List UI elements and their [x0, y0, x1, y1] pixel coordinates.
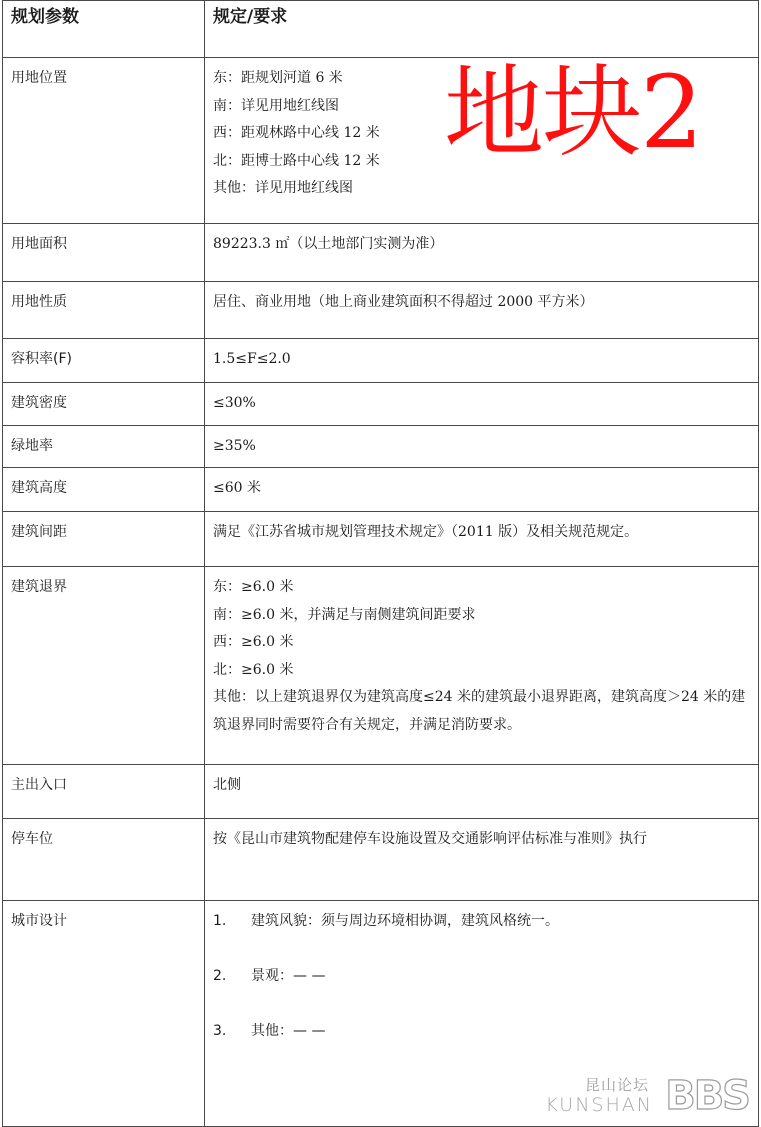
- value-line: 满足《江苏省城市规划管理技术规定》（2011 版）及相关规范规定。: [213, 524, 639, 540]
- plot-number-label: 地块2: [444, 54, 702, 171]
- row-value: [205, 282, 759, 339]
- row-value: [205, 819, 759, 901]
- header-requirement: 规定/要求: [205, 1, 759, 58]
- value-line: 北侧: [213, 777, 241, 793]
- row-green-ratio: [3, 426, 759, 468]
- row-parking: [3, 819, 759, 901]
- value-line: 其他：详见用地红线图: [213, 180, 353, 196]
- row-label: 停车位: [3, 819, 205, 901]
- row-label: 建筑高度: [3, 468, 205, 512]
- row-building-height: [3, 468, 759, 512]
- row-value: [205, 339, 759, 383]
- value-line: ≤30%: [213, 395, 256, 411]
- row-far: [3, 339, 759, 383]
- value-line: 89223.3 ㎡（以土地部门实测为准）: [213, 236, 444, 252]
- row-land-use: [3, 282, 759, 339]
- row-value: [205, 512, 759, 567]
- row-value: [205, 765, 759, 819]
- row-building-density: [3, 383, 759, 426]
- row-value: [205, 426, 759, 468]
- row-label: 用地位置: [3, 58, 205, 224]
- value-line: 按《昆山市建筑物配建停车设施设置及交通影响评估标准与准则》执行: [213, 831, 647, 847]
- row-value: [205, 383, 759, 426]
- value-line: 南：≥6.0 米，并满足与南侧建筑间距要求: [213, 606, 476, 623]
- value-line: 西：距观林路中心线 12 米: [213, 125, 380, 141]
- row-land-area: [3, 224, 759, 282]
- value-line: 北：≥6.0 米: [213, 661, 294, 678]
- item-text: 景观：— —: [251, 968, 326, 984]
- item-text: 其他：— —: [251, 1023, 326, 1039]
- row-building-setback: [3, 567, 759, 765]
- value-line: 居住、商业用地（地上商业建筑面积不得超过 2000 平方米）: [213, 294, 594, 310]
- row-building-spacing: [3, 512, 759, 567]
- value-line: 1.5≤F≤2.0: [213, 351, 291, 367]
- row-label: 建筑退界: [3, 567, 205, 765]
- item-text: 建筑风貌：须与周边环境相协调，建筑风格统一。: [251, 913, 559, 929]
- forum-watermark: [545, 1072, 749, 1122]
- design-item: [213, 963, 750, 1018]
- row-value: [205, 567, 759, 765]
- watermark-logo: BBS: [665, 1073, 749, 1119]
- value-line: ≤60 米: [213, 480, 261, 496]
- row-label: 建筑密度: [3, 383, 205, 426]
- value-line: 其他：以上建筑退界仅为建筑高度≤24 米的建筑最小退界距离，建筑高度＞24 米的建筑退界同时需要符合有关规定，并满足消防要求。: [213, 689, 746, 733]
- row-label: 城市设计: [3, 901, 205, 1127]
- row-label: 建筑间距: [3, 512, 205, 567]
- header-param: 规划参数: [3, 1, 205, 58]
- watermark-cn: 昆山论坛: [584, 1076, 649, 1094]
- value-line: 东：距规划河道 6 米: [213, 70, 343, 86]
- value-line: 西：≥6.0 米: [213, 634, 294, 650]
- value-line: ≥35%: [213, 438, 256, 454]
- item-number: 1.: [213, 913, 227, 929]
- design-item: [213, 1018, 750, 1073]
- watermark-en: KUNSHAN: [545, 1094, 653, 1116]
- design-item: [213, 908, 750, 963]
- value-line: 东：≥6.0 米: [213, 579, 294, 595]
- value-line: 北：距博士路中心线 12 米: [213, 152, 380, 169]
- item-number: 3.: [213, 1023, 227, 1039]
- item-number: 2.: [213, 968, 227, 984]
- value-line: 南：详见用地红线图: [213, 97, 339, 114]
- row-label: 主出入口: [3, 765, 205, 819]
- row-label: 用地性质: [3, 282, 205, 339]
- row-label: 绿地率: [3, 426, 205, 468]
- row-label: 容积率(F): [3, 339, 205, 383]
- row-value: [205, 468, 759, 512]
- row-main-entrance: [3, 765, 759, 819]
- row-value: [205, 224, 759, 282]
- row-label: 用地面积: [3, 224, 205, 282]
